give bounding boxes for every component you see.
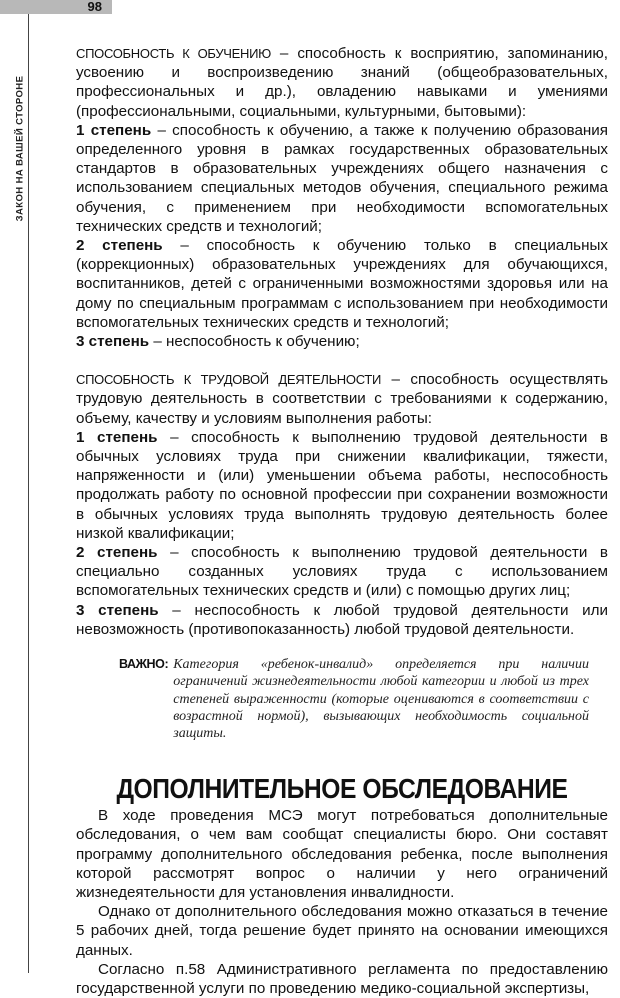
work-degree-3-label: 3 степень (76, 601, 159, 619)
work-degree-3-text: – неспособность к любой трудовой деятельности или невозможность (противопоказанность) любой трудовой деятельности. (76, 601, 608, 638)
work-degree-2 (76, 543, 608, 601)
learning-definition (76, 44, 608, 121)
work-degree-2-text: – способность к выполнению трудовой деятельности в специально созданных условиях труда с использованием вспомогательных технических средств и (или) с помощью других лиц; (76, 544, 608, 600)
learning-degree-2-label: 2 степень (76, 237, 163, 255)
work-degree-1-text: – способность к выполнению трудовой деятельности в обычных условиях труда при снижении квалификации, тяжести, напряженности и (или) уменьшении объема работы, неспособность продолжать работу по основной профессии при сохранении возможности в обычных условиях труда выполнять трудовую деятельность более низкой квалификации; (76, 428, 608, 542)
important-note-label: ВАЖНО: (119, 657, 169, 672)
page-number: 98 (0, 0, 112, 14)
section-heading: ДОПОЛНИТЕЛЬНОЕ ОБСЛЕДОВАНИЕ (116, 773, 568, 805)
side-title-text: ЗАКОН НА ВАШЕЙ СТОРОНЕ (14, 75, 26, 222)
work-term: СПОСОБНОСТЬ К ТРУДОВОЙ ДЕЯТЕЛЬНОСТИ (76, 372, 382, 388)
learning-definition-text: – способность к восприятию, запоминанию, усвоению и воспроизведению знаний (общеобразовательных, профессиональных и др.), овладению навыками и умениями (профессиональными, социальными, культурными, бытовыми): (76, 45, 608, 120)
learning-degree-3-label: 3 степень (76, 333, 150, 351)
learning-degree-1-label: 1 степень (76, 121, 152, 139)
learning-term: СПОСОБНОСТЬ К ОБУЧЕНИЮ (76, 46, 271, 61)
side-title (15, 48, 26, 248)
work-degree-3 (76, 601, 608, 639)
paragraph-gap (76, 351, 608, 370)
side-rule (28, 14, 29, 973)
page-content (76, 44, 608, 998)
section-paragraph-3: Согласно п.58 Административного регламента по предоставлению государственной услуги по проведению медико-социальной экспертизы, (76, 960, 608, 997)
learning-degree-2-text: – способность к обучению только в специальных (коррекционных) образовательных учреждениях для обучающихся, воспитанников, детей с ограниченными возможностями здоровья или на дому по специальным программам с использованием при необходимости вспомогательных технических средств и технологий; (76, 237, 608, 331)
important-note (119, 656, 589, 742)
learning-degree-2 (76, 236, 608, 332)
important-note-text: Категория «ребенок-инвалид» определяется при наличии ограничений жизнедеятельности любой категории и любой из трех степеней выраженности (которые оцениваются в соответствии с возрастной нормой), вызывающих необходимость социальной защиты. (173, 657, 589, 741)
work-definition (76, 370, 608, 428)
section-paragraph-2: Однако от дополнительного обследования можно отказаться в течение 5 рабочих дней, тогда решение будет принято на основании имеющихся данных. (76, 903, 608, 959)
work-degree-2-label: 2 степень (76, 544, 158, 562)
work-definition-text: – способность осуществлять трудовую деятельность в соответствии с требованиями к содержанию, объему, качеству и условиям выполнения работы: (76, 371, 608, 427)
work-degree-1-label: 1 степень (76, 428, 158, 446)
section-paragraph-1: В ходе проведения МСЭ могут потребоваться дополнительные обследования, о чем вам сообщат специалисты бюро. Они составят программу дополнительного обследования ребенка, после выполнения которой рассмотрят вопрос о наличии у него ограничений жизнедеятельности для установления инвалидности. (76, 807, 608, 901)
learning-degree-3 (76, 332, 608, 351)
learning-degree-3-text: – неспособность к обучению; (149, 333, 360, 351)
learning-degree-1 (76, 121, 608, 236)
learning-degree-1-text: – способность к обучению, а также к получению образования определенного уровня в рамках государственных образовательных стандартов в образовательных учреждениях общего назначения с использованием специальных методов обучения, специального режима обучения, с применением при необходимости вспомогательных технических средств и технологий; (76, 121, 608, 235)
work-degree-1 (76, 428, 608, 543)
